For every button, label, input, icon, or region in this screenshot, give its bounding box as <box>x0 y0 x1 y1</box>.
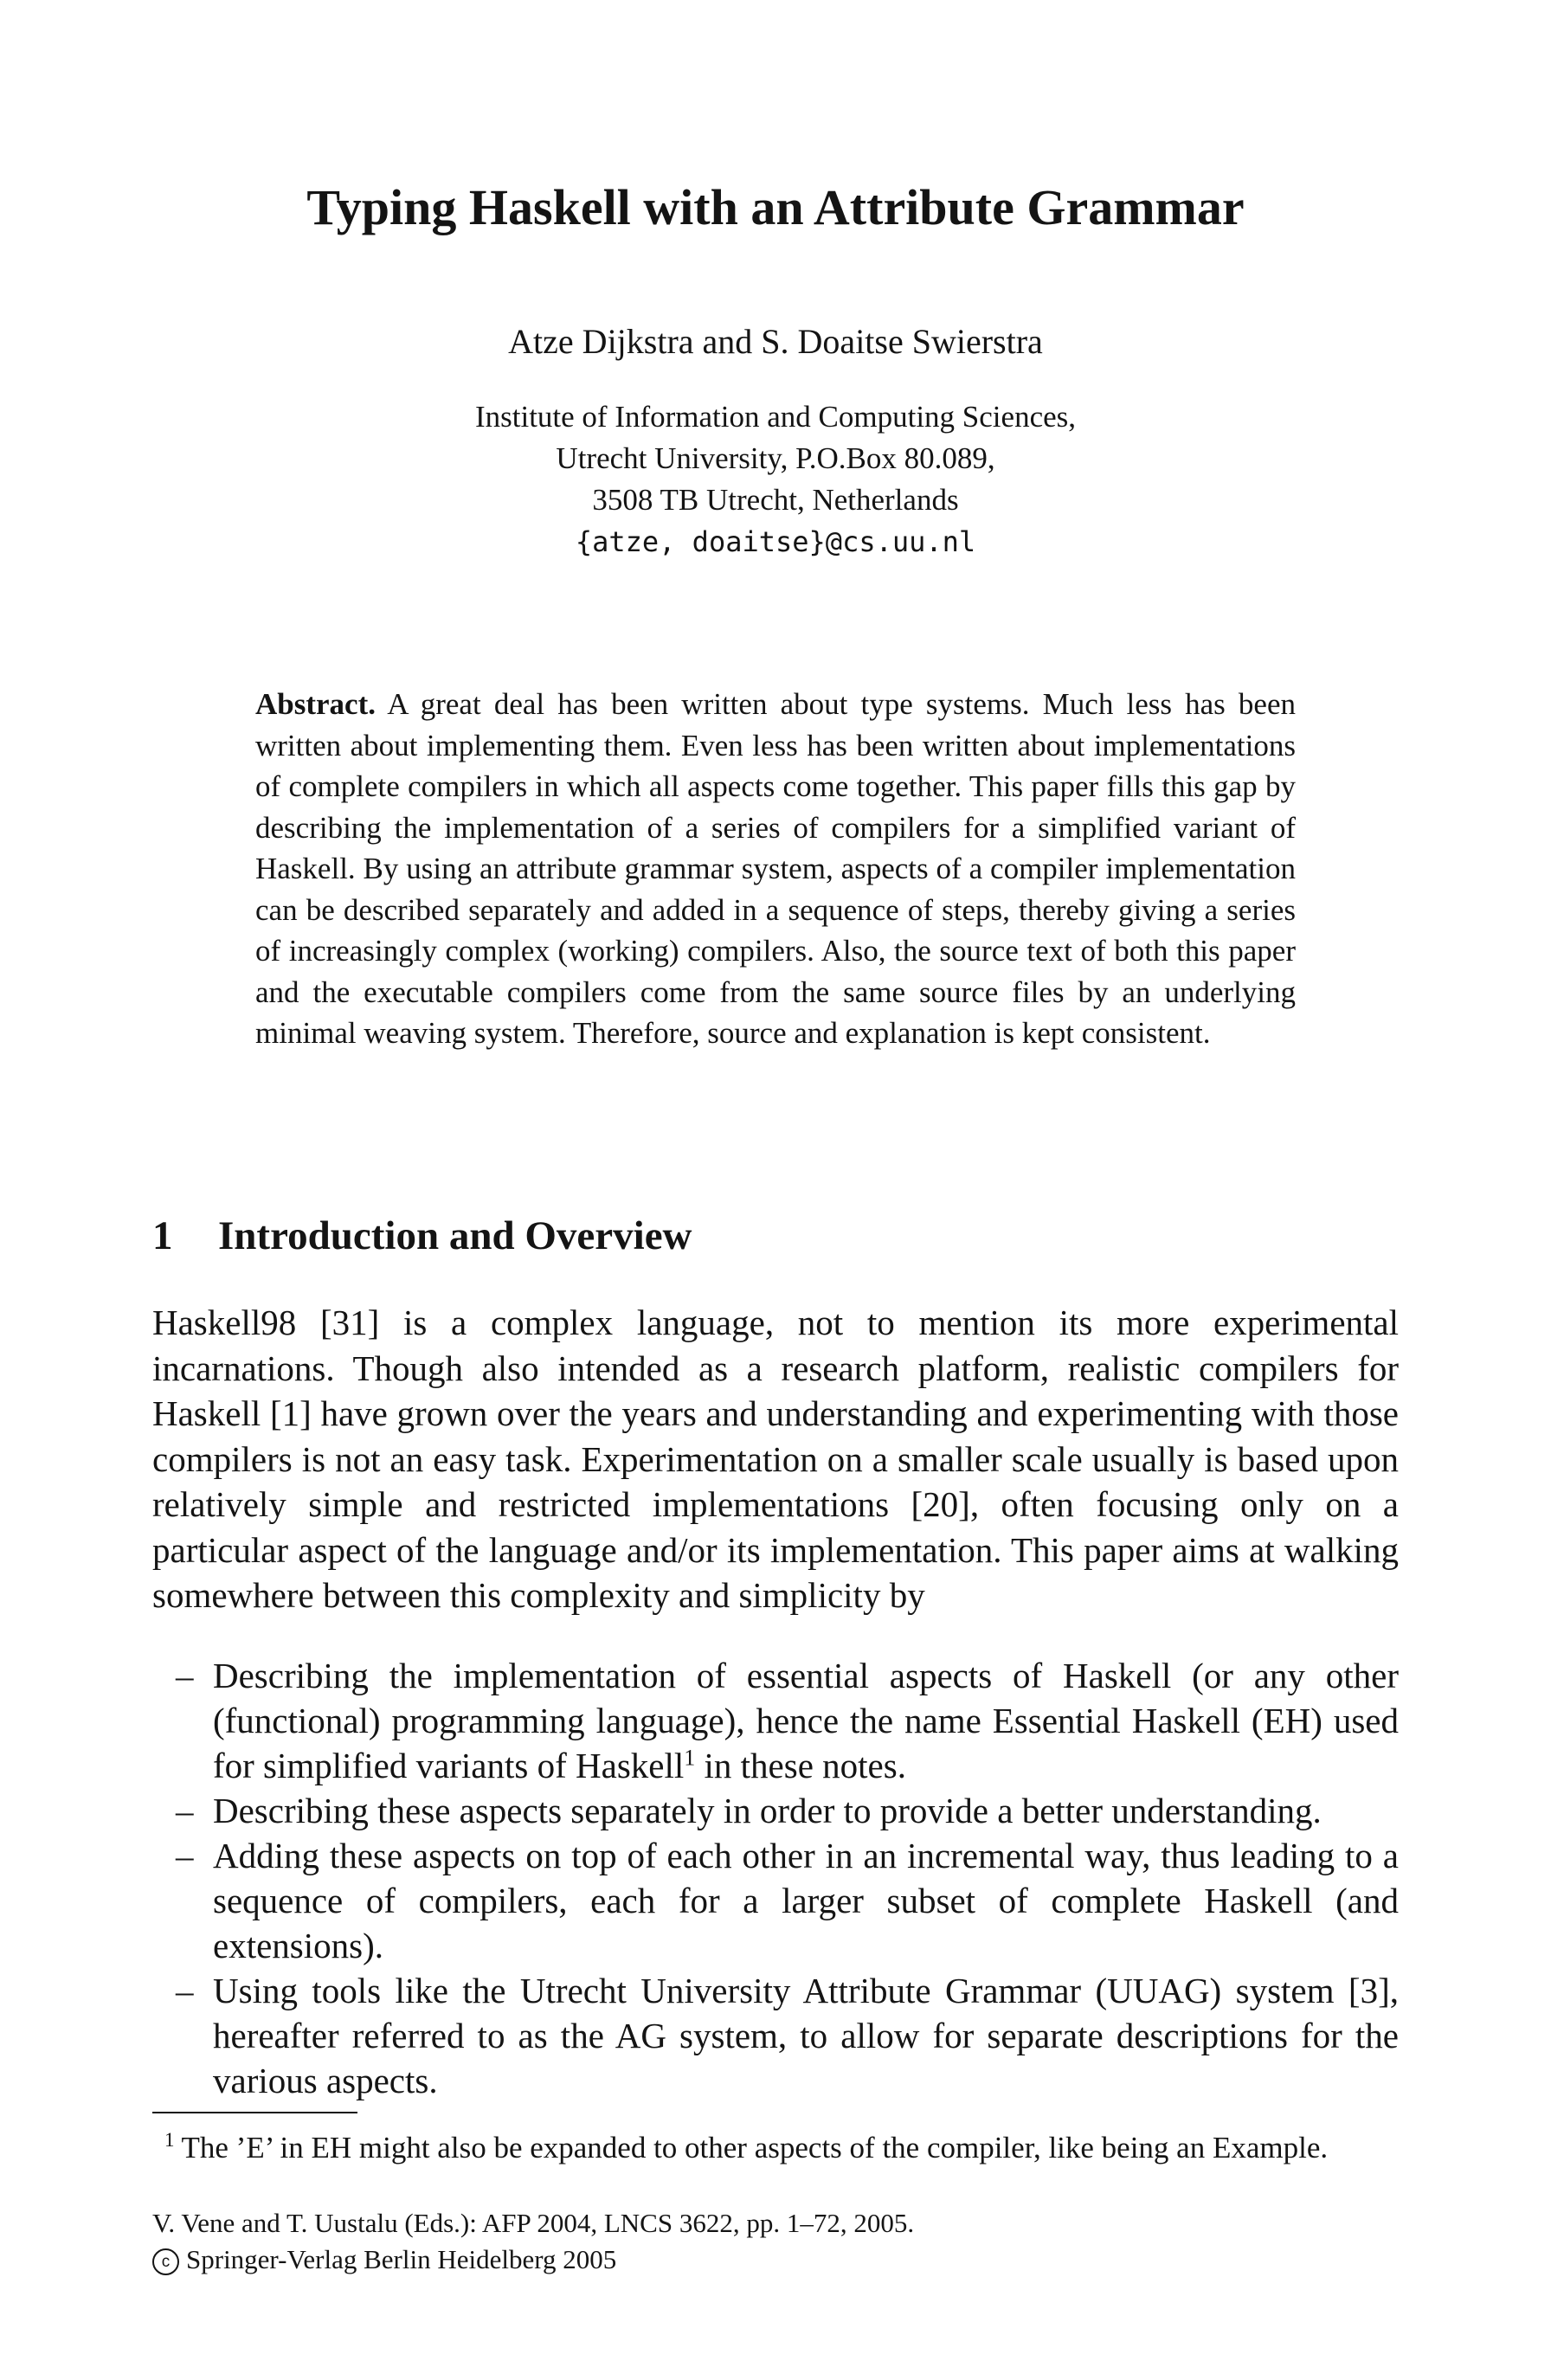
list-item-text: Adding these aspects on top of each other in an incremental way, thus leading to a sequence of compilers, each for a larger subset of complete Haskell (and extensions). <box>213 1836 1399 1965</box>
list-item <box>152 1968 1399 2103</box>
author-email: {atze, doaitse}@cs.uu.nl <box>575 525 976 558</box>
author-list: Atze Dijkstra and S. Doaitse Swierstra <box>508 322 1043 361</box>
affiliation-line: Institute of Information and Computing Sciences, <box>474 400 1077 434</box>
bullet-dash: – <box>176 1971 194 2010</box>
footnote-divider <box>152 2112 357 2113</box>
bullet-dash: – <box>176 1836 194 1875</box>
list-item-text: in these notes. <box>695 1746 906 1785</box>
footnote-reference[interactable]: 1 <box>684 1745 696 1771</box>
bullet-dash: – <box>176 1791 194 1830</box>
footnote-mark: 1 <box>164 2129 175 2152</box>
affiliation-line: Utrecht University, P.O.Box 80.089, <box>556 441 995 475</box>
section-heading <box>152 1207 692 1264</box>
bullet-list <box>152 1653 1399 2103</box>
footnote-text: The ’E’ in EH might also be expanded to other aspects of the compiler, like being an Example. <box>181 2131 1329 2165</box>
publication-citation: V. Vene and T. Uustalu (Eds.): AFP 2004, LNCS 3622, pp. 1–72, 2005. <box>152 2208 915 2238</box>
list-item-text: Describing the implementation of essential aspects of Haskell (or any other (functional) programming language), hence the name Essential Haskell (EH) used for simplified variants of Haskell <box>213 1656 1399 1785</box>
abstract <box>255 684 1296 1054</box>
list-item-text: Using tools like the Utrecht University Attribute Grammar (UUAG) system [3], hereafter referred to as the AG system, to allow for separate descriptions for the various aspects. <box>213 1971 1399 2100</box>
copyright-icon: c <box>152 2248 179 2275</box>
publication-info <box>152 2205 914 2278</box>
affiliation-line: 3508 TB Utrecht, Netherlands <box>592 483 959 517</box>
list-item <box>152 1788 1399 1833</box>
copyright-text: Springer-Verlag Berlin Heidelberg 2005 <box>186 2244 617 2274</box>
copyright-line <box>152 2242 914 2278</box>
affiliation-block <box>0 396 1551 563</box>
list-item <box>152 1653 1399 1788</box>
footnote <box>152 2127 1399 2169</box>
section-title: Introduction and Overview <box>218 1213 692 1258</box>
intro-paragraph: Haskell98 [31] is a complex language, not to mention its more experimental incarnations. Though also intended as a research platform, realistic compilers for Haskell [1] have grown over the years and understanding and experimenting with those compilers is not an easy task. Experimentation on a smaller scale usually is based upon relatively simple and restricted implementations [20], often focusing only on a particular aspect of the language and/or its implementation. This paper aims at walking somewhere between this complexity and simplicity by <box>152 1303 1399 1615</box>
abstract-text: A great deal has been written about type systems. Much less has been written about implementing them. Even less has been written about implementations of complete compilers in which all aspects come together. This paper fills this gap by describing the implementation of a series of compilers for a simplified variant of Haskell. By using an attribute grammar system, aspects of a compiler implementation can be described separately and added in a sequence of steps, thereby giving a series of increasingly complex (working) compilers. Also, the source text of both this paper and the executable compilers come from the same source files by an underlying minimal weaving system. Therefore, source and explanation is kept consistent. <box>255 687 1296 1050</box>
paper-title: Typing Haskell with an Attribute Grammar <box>306 179 1245 235</box>
abstract-label: Abstract. <box>255 687 376 721</box>
list-item <box>152 1833 1399 1968</box>
list-item-text: Describing these aspects separately in order to provide a better understanding. <box>213 1791 1322 1830</box>
section-number: 1 <box>152 1213 173 1258</box>
bullet-dash: – <box>176 1656 194 1695</box>
